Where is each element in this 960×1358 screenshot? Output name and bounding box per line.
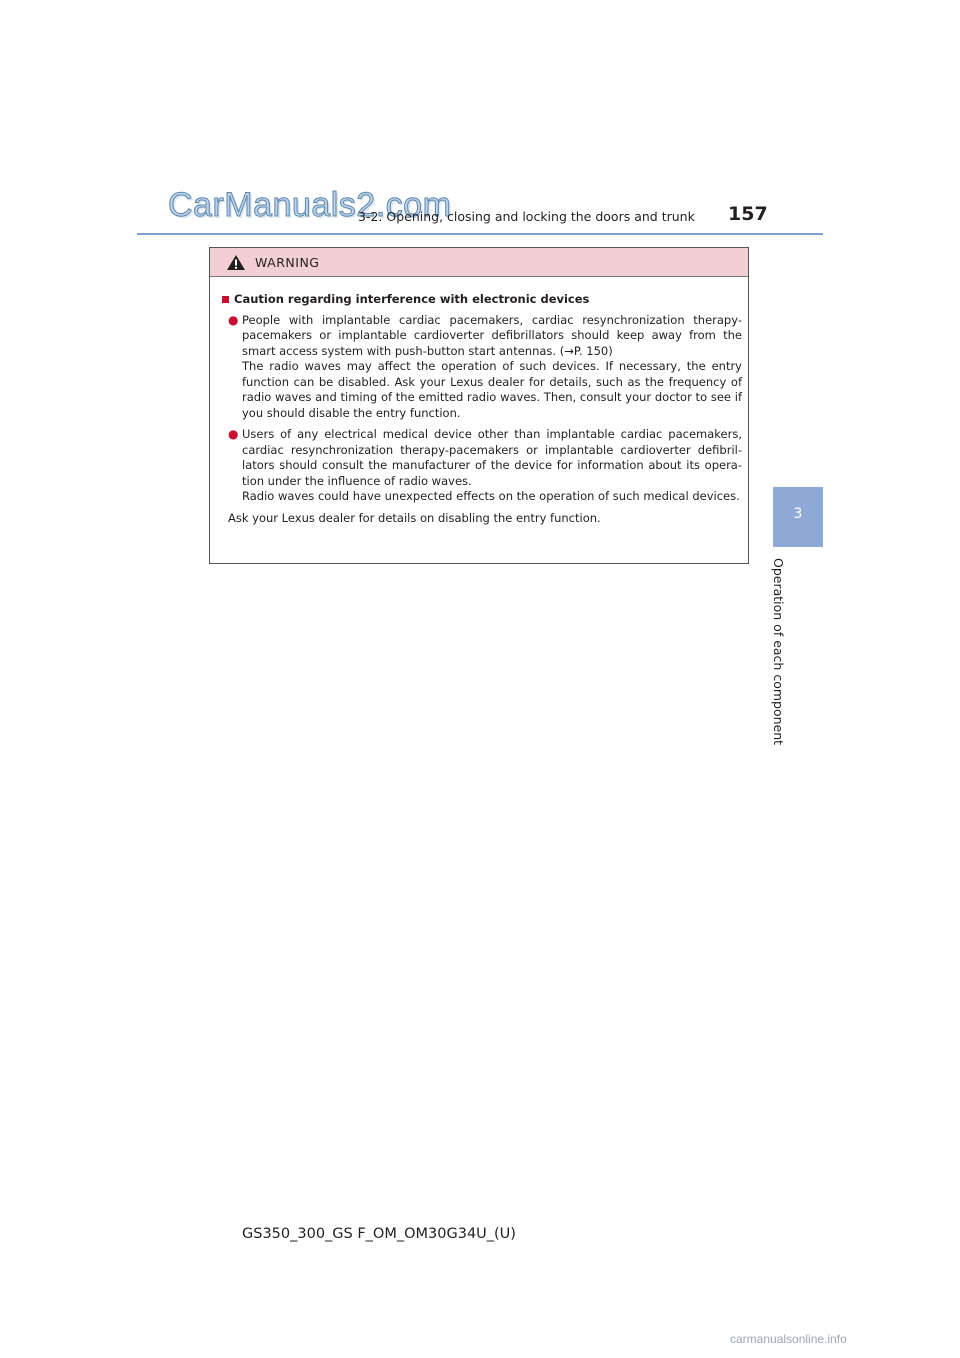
caution-heading xyxy=(222,292,742,308)
warning-triangle-icon xyxy=(226,254,246,271)
warning-footer-note: Ask your Lexus dealer for details on disabling the entry function. xyxy=(228,510,601,525)
page-number: 157 xyxy=(728,203,768,225)
list-item xyxy=(228,313,742,422)
document-code: GS350_300_GS F_OM_OM30G34U_(U) xyxy=(242,1226,516,1242)
bullet-dot-icon: ● xyxy=(228,427,239,441)
watermark-logo: CarManuals2.com xyxy=(168,186,452,224)
bullet-paragraph: People with implantable cardiac pacemakers, cardiac resynchronization therapy-pacemakers or implantable cardioverter defibrillators should keep away from the smart access system with push-button start antennas. (→P. 150) xyxy=(242,312,742,358)
chapter-tab xyxy=(773,487,823,547)
header-rule xyxy=(137,233,823,235)
watermark-footer: carmanualsonline.info xyxy=(730,1332,847,1346)
warning-title: WARNING xyxy=(255,255,320,270)
red-square-icon xyxy=(222,296,229,303)
warning-body xyxy=(210,277,748,526)
bullet-paragraph: The radio waves may affect the operation of such devices. If necessary, the entry function can be disabled. Ask your Lexus dealer for details, such as the frequency of radio waves and timing of the emitted radio waves. Then, consult your doctor to see if you should disable the entry function. xyxy=(242,359,742,420)
bullet-dot-icon: ● xyxy=(228,312,239,327)
bullet-paragraph: Users of any electrical medical device other than implantable cardiac pacemakers, cardiac resynchronization therapy-pacemakers or implantable cardioverter defibril-lators should consult the manufacturer of the device for information about its opera-tion under the influence of radio waves. xyxy=(242,427,742,488)
section-title: 3-2. Opening, closing and locking the doors and trunk xyxy=(358,209,695,224)
warning-header xyxy=(210,248,748,277)
chapter-number: 3 xyxy=(793,506,803,522)
list-item xyxy=(228,427,742,505)
bullet-paragraph: Radio waves could have unexpected effects on the operation of such medical devices. xyxy=(242,489,740,503)
warning-box xyxy=(209,247,749,564)
chapter-label: Operation of each component xyxy=(771,558,786,746)
caution-heading-text: Caution regarding interference with electronic devices xyxy=(234,292,590,306)
